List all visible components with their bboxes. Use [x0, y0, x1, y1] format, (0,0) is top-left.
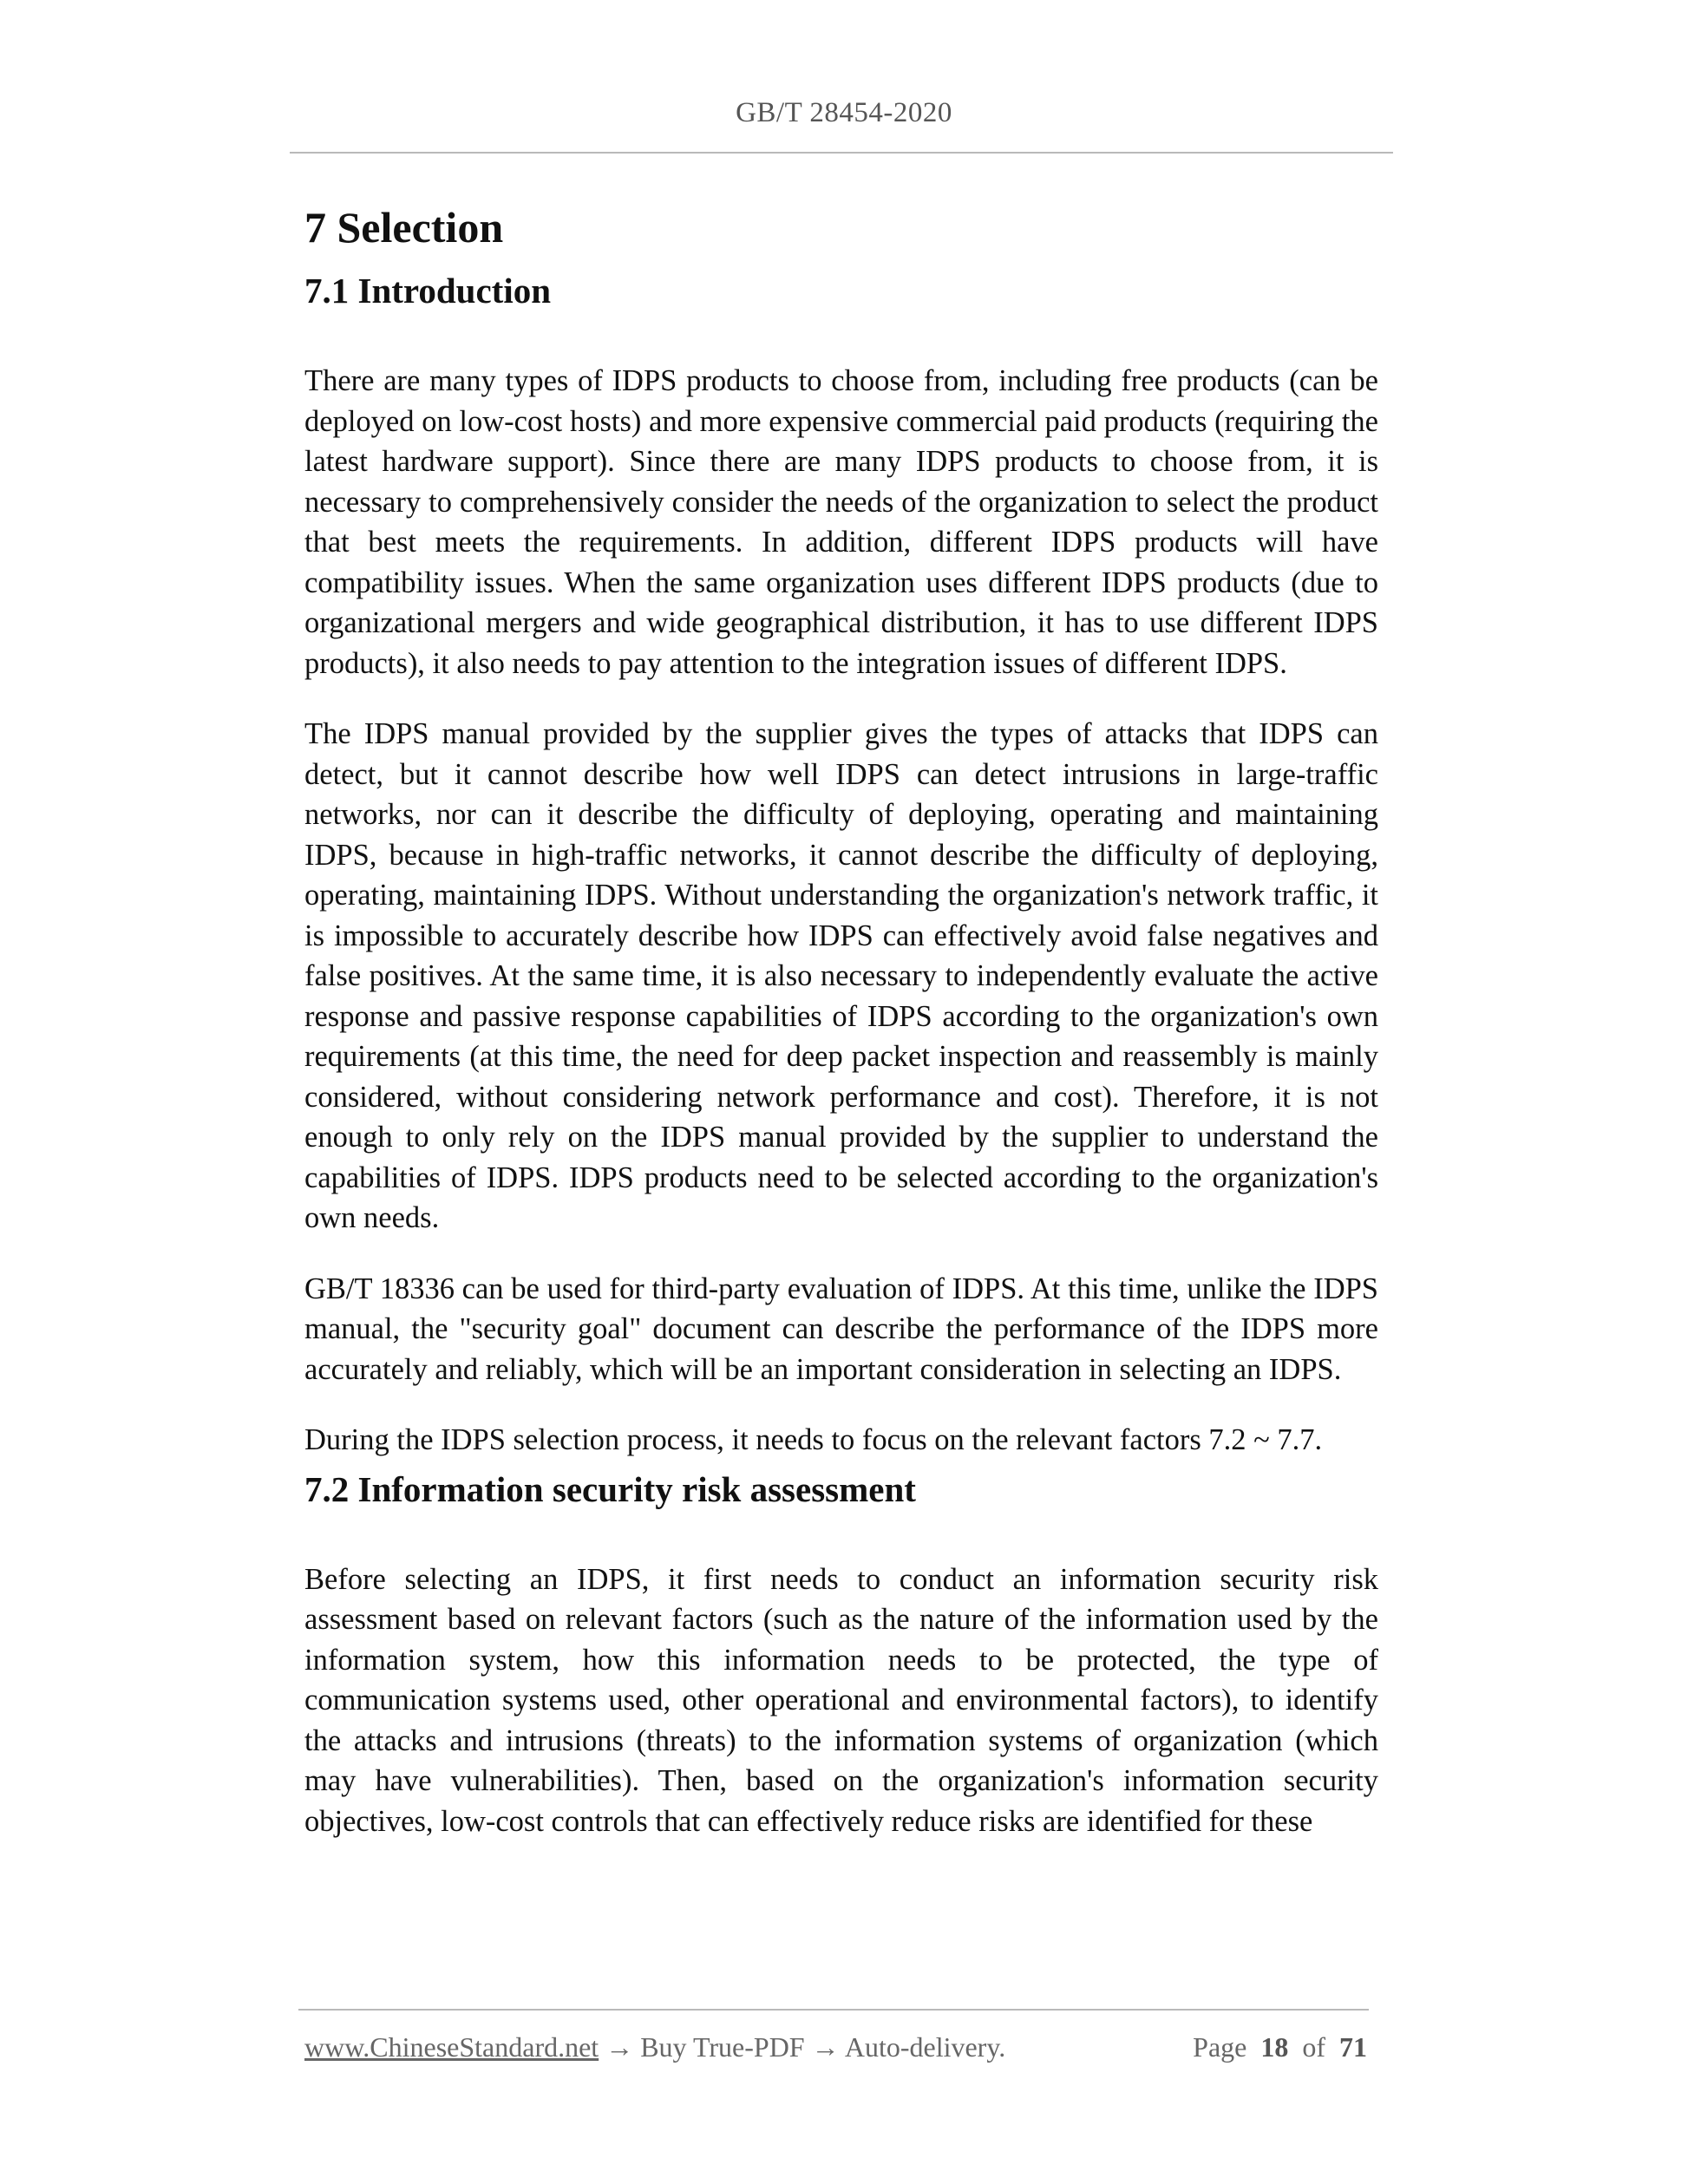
current-page-number: 18	[1260, 2031, 1289, 2063]
footer-promo	[304, 2028, 1005, 2066]
page-indicator	[1193, 2028, 1367, 2066]
site-link[interactable]: www.ChineseStandard.net	[304, 2031, 599, 2063]
page-label: Page	[1193, 2031, 1247, 2063]
paragraph: There are many types of IDPS products to choose from, including free products (can be deployed on low-cost hosts) and more expensive commercial paid products (requiring the latest hardware support). Since there are many IDPS products to choose from, it is necessary to comprehensively consider the needs of the organization to select the product that best meets the requirements. In addition, different IDPS products will have compatibility issues. When the same organization uses different IDPS products (due to organizational mergers and wide geographical distribution, it has to use different IDPS products), it also needs to pay attention to the integration issues of different IDPS.	[304, 364, 1378, 680]
paragraph: During the IDPS selection process, it needs to focus on the relevant factors 7.2 ~ 7.7.	[304, 1423, 1323, 1456]
chapter-heading: 7 Selection	[304, 203, 504, 252]
paragraph: GB/T 18336 can be used for third-party evaluation of IDPS. At this time, unlike the IDPS manual, the "security goal" document can describe the performance of the IDPS more accurately and reliably, which will be an important consideration in selecting an IDPS.	[304, 1272, 1378, 1386]
of-label: of	[1302, 2031, 1325, 2063]
page-content	[304, 193, 1378, 1841]
total-page-number: 71	[1339, 2031, 1367, 2063]
section-heading-7-1: 7.1 Introduction	[304, 271, 552, 311]
footer-divider	[298, 2009, 1369, 2011]
section-heading-7-2: 7.2 Information security risk assessment	[304, 1468, 916, 1509]
paragraph: The IDPS manual provided by the supplier gives the types of attacks that IDPS can detect, but it cannot describe how well IDPS can detect intrusions in large-traffic networks, nor can it describe the difficulty of deploying, operating and maintaining IDPS, because in high-traffic networks, it cannot describe the difficulty of deploying, operating, maintaining IDPS. Without understanding the organization's network traffic, it is impossible to accurately describe how IDPS can effectively avoid false negatives and false positives. At the same time, it is also necessary to independently evaluate the active response and passive response capabilities of IDPS according to the organization's own requirements (at this time, the need for deep packet inspection and reassembly is mainly considered, without considering network performance and cost). Therefore, it is not enough to only rely on the IDPS manual provided by the supplier to understand the capabilities of IDPS. IDPS products need to be selected according to the organization's own needs.	[304, 717, 1378, 1234]
header-divider	[290, 152, 1393, 154]
paragraph: Before selecting an IDPS, it first needs to conduct an information security risk assessment based on relevant factors (such as the nature of the information used by the information system, how this information needs to be protected, the type of communication systems used, other operational and environmental factors), to identify the attacks and intrusions (threats) to the information systems of organization (which may have vulnerabilities). Then, based on the organization's information security objectives, low-cost controls that can effectively reduce risks are identified for these	[304, 1562, 1378, 1838]
running-header: GB/T 28454-2020	[736, 97, 952, 128]
footer-promo-text: → Buy True-PDF → Auto-delivery.	[599, 2031, 1006, 2063]
